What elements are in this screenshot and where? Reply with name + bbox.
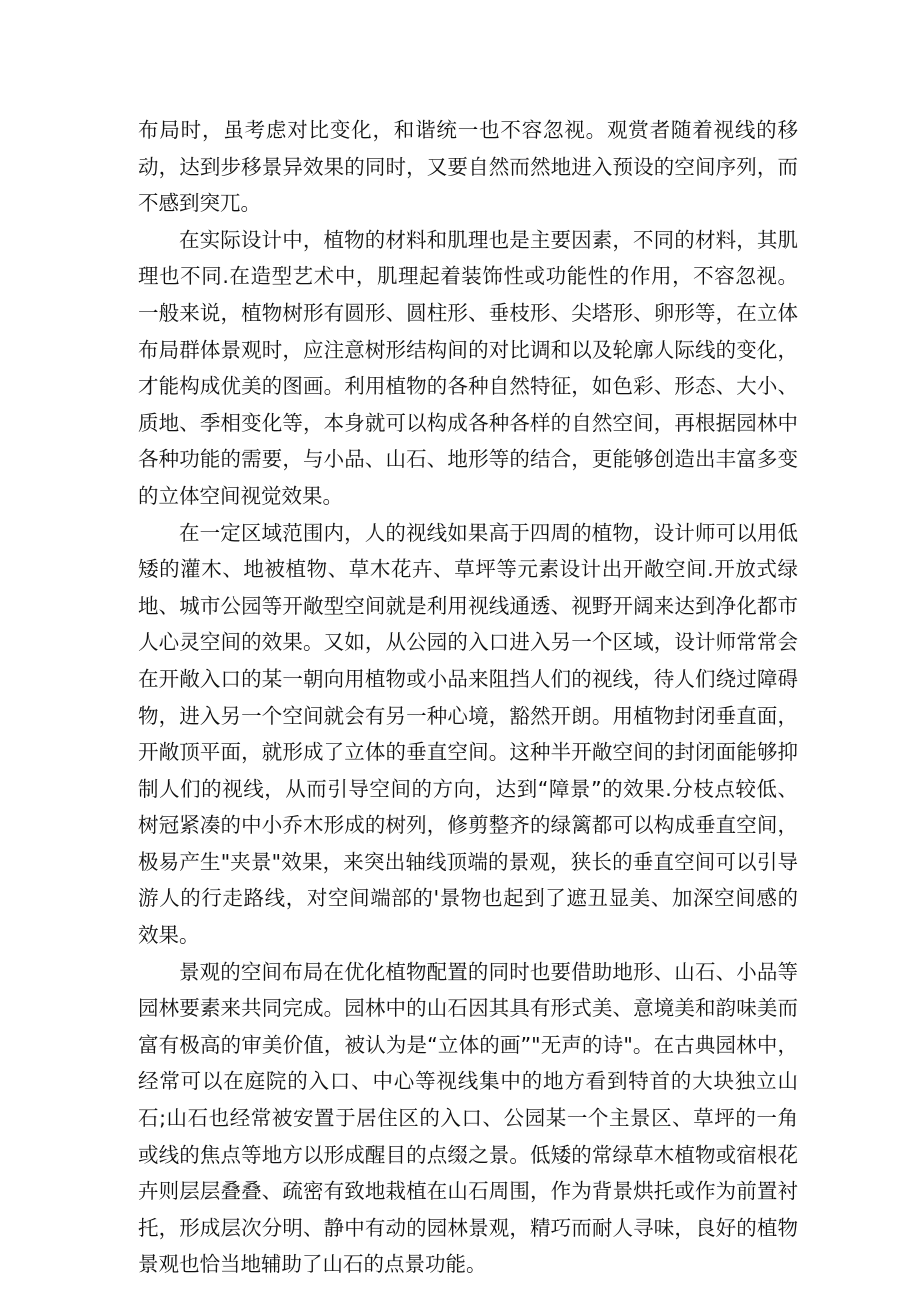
document-body [138,112,798,1283]
paragraph-3: 在一定区域范围内，人的视线如果高于四周的植物，设计师可以用低矮的灌木、地被植物、草木花卉、草坪等元素设计出开敞空间.开放式绿地、城市公园等开敞型空间就是利用视线通透、视野开阔来达到净化都市人心灵空间的效果。又如，从公园的入口进入另一个区域，设计师常常会在开敞入口的某一朝向用植物或小品来阻挡人们的视线，待人们绕过障碍物，进入另一个空间就会有另一种心境，豁然开朗。用植物封闭垂直面，开敞顶平面，就形成了立体的垂直空间。这种半开敞空间的封闭面能够抑制人们的视线，从而引导空间的方向，达到“障景”的效果.分枝点较低、树冠紧凑的中小乔木形成的树列，修剪整齐的绿篱都可以构成垂直空间，极易产生"夹景"效果，来突出轴线顶端的景观，狭长的垂直空间可以引导游人的行走路线，对空间端部的'景物也起到了遮丑显美、加深空间感的效果。 [138,520,798,948]
paragraph-4: 景观的空间布局在优化植物配置的同时也要借助地形、山石、小品等园林要素来共同完成。园林中的山石因其具有形式美、意境美和韵味美而富有极高的审美价值，被认为是“立体的画”"无声的诗"。在古典园林中，经常可以在庭院的入口、中心等视线集中的地方看到特首的大块独立山石;山石也经常被安置于居住区的入口、公园某一个主景区、草坪的一角或线的焦点等地方以形成醒目的点缀之景。低矮的常绿草木植物或宿根花卉则层层叠叠、疏密有致地栽植在山石周围，作为背景烘托或作为前置衬托，形成层次分明、静中有动的园林景观，精巧而耐人寻味，良好的植物景观也恰当地辅助了山石的点景功能。 [138,959,798,1277]
paragraph-2: 在实际设计中，植物的材料和肌理也是主要因素，不同的材料，其肌理也不同.在造型艺术中，肌理起着装饰性或功能性的作用，不容忽视。一般来说，植物树形有圆形、圆柱形、垂枝形、尖塔形、卵形等，在立体布局群体景观时，应注意树形结构间的对比调和以及轮廓人际线的变化，才能构成优美的图画。利用植物的各种自然特征，如色彩、形态、大小、质地、季相变化等，本身就可以构成各种各样的自然空间，再根据园林中各种功能的需要，与小品、山石、地形等的结合，更能够创造出丰富多变的立体空间视觉效果。 [138,227,798,508]
paragraph-1: 布局时，虽考虑对比变化，和谐统一也不容忽视。观赏者随着视线的移动，达到步移景异效果的同时，又要自然而然地进入预设的空间序列，而不感到突兀。 [138,118,798,216]
